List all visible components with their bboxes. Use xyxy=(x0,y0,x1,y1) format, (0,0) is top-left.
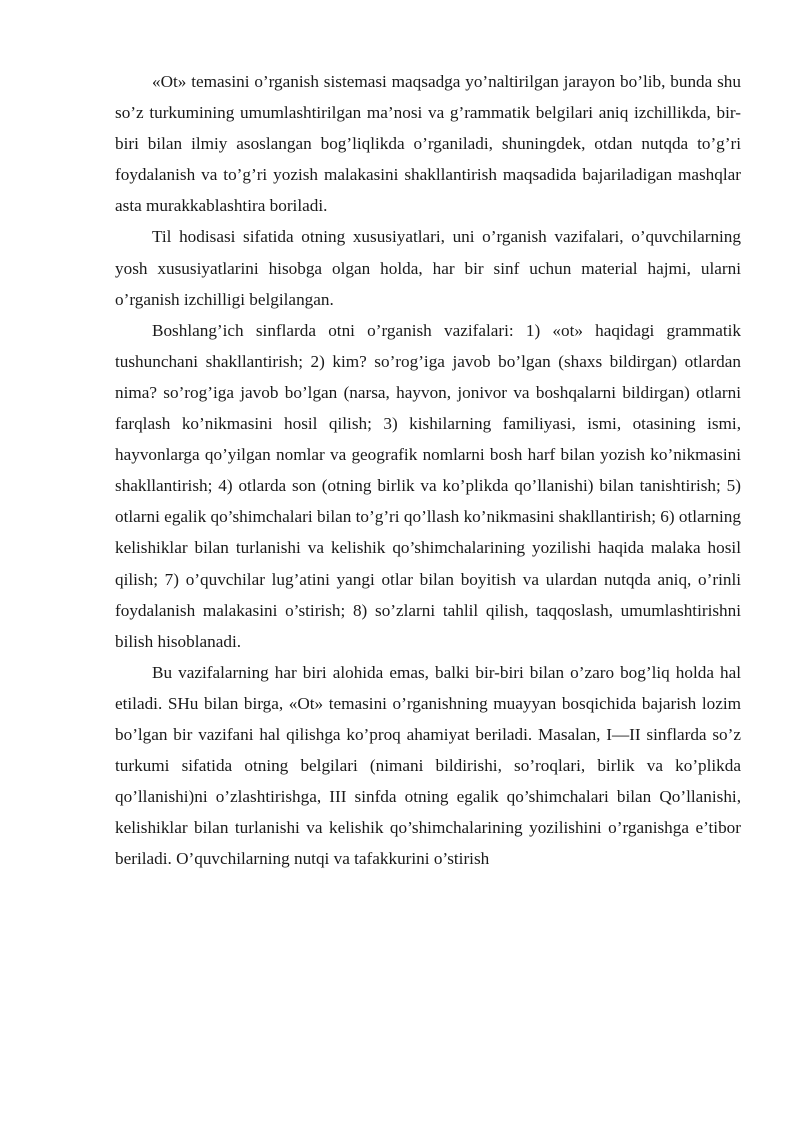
document-page xyxy=(115,66,741,874)
paragraph-4: Bu vazifalarning har biri alohida emas, balki bir-biri bilan o’zaro bog’liq holda hal etiladi. SHu bilan birga, «Ot» temasini o’rganishning muayyan bosqichida bajarish lozim bo’lgan bir vazifani hal qilishga ko’proq ahamiyat beriladi. Masalan, I—II sinflarda so’z turkumi sifatida otning belgilari (nimani bildirishi, so’roqlari, birlik va ko’plikda qo’llanishi)ni o’zlashtirishga, III sinfda otning egalik qo’shimchalari bilan Qo’llanishi, kelishiklar bilan turlanishi va kelishik qo’shimchalarining yozilishini o’rganishga e’tibor beriladi. O’quvchilarning nutqi va tafakkurini o’stirish xyxy=(115,662,741,869)
paragraph-1: «Ot» temasini o’rganish sistemasi maqsadga yo’naltirilgan jarayon bo’lib, bunda shu so’z turkumining umumlashtirilgan ma’nosi va g’rammatik belgilari aniq izchillikda, bir-biri bilan ilmiy asoslangan bog’liqlikda o’rganiladi, shuningdek, otdan nutqda to’g’ri foydalanish va to’g’ri yozish malakasini shakllantirish maqsadida bajariladigan mashqlar asta murakkablashtira boriladi. xyxy=(115,72,741,216)
paragraph-2: Til hodisasi sifatida otning xususiyatlari, uni o’rganish vazifalari, o’quvchilarning yosh xususiyatlarini hisobga olgan holda, har bir sinf uchun material hajmi, ularni o’rganish izchilligi belgilangan. xyxy=(115,227,741,309)
paragraph-3: Boshlang’ich sinflarda otni o’rganish vazifalari: 1) «ot» haqidagi grammatik tushunchani shakllantirish; 2) kim? so’rog’iga javob bo’lgan (shaxs bildirgan) otlardan nima? so’rog’iga javob bo’lgan (narsa, hayvon, jonivor va boshqalarni bildirgan) otlarni farqlash ko’nikmasini hosil qilish; 3) kishilarning familiyasi, ismi, otasining ismi, hayvonlarga qo’yilgan nomlar va geografik nomlarni bosh harf bilan yozish ko’nikmasini shakllantirish; 4) otlarda son (otning birlik va ko’plikda qo’llanishi) bilan tanishtirish; 5) otlarni egalik qo’shimchalari bilan to’g’ri qo’llash ko’nikmasini shakllantirish; 6) otlarning kelishiklar bilan turlanishi va kelishik qo’shimchalarining yozilishi haqida malaka hosil qilish; 7) o’quvchilar lug’atini yangi otlar bilan boyitish va ulardan nutqda aniq, o’rinli foydalanish malakasini o’stirish; 8) so’zlarni tahlil qilish, taqqoslash, umumlashtirishni bilish hisoblanadi. xyxy=(115,320,741,651)
